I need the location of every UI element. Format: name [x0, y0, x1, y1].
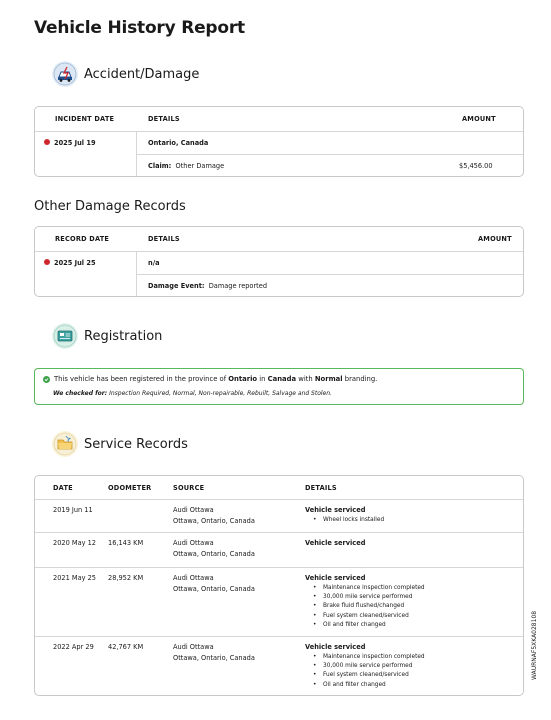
list-item: • Maintenance inspection completed	[305, 653, 425, 662]
service-source: Audi Ottawa Ottawa, Ontario, Canada	[173, 506, 255, 525]
table-row	[35, 251, 523, 275]
vin-side-code: WAURNAF5XKA028108	[531, 610, 538, 680]
accident-section-header	[52, 61, 199, 87]
other-damage-table-header	[35, 227, 523, 251]
service-date: 2021 May 25	[53, 574, 96, 582]
registration-section-title: Registration	[84, 328, 163, 344]
table-row	[35, 636, 523, 696]
car-damage-icon	[52, 61, 78, 87]
service-section-header	[52, 431, 188, 457]
registration-box	[34, 368, 524, 405]
service-table-header	[35, 476, 523, 499]
registration-icon	[52, 323, 78, 349]
service-source: Audi Ottawa Ottawa, Ontario, Canada	[173, 643, 255, 662]
other-damage-table	[34, 226, 524, 297]
damage-event-detail: Damage Event: Damage reported	[148, 282, 268, 290]
column-header-amount: AMOUNT	[462, 115, 496, 123]
service-details: Vehicle serviced • Wheel locks installed	[305, 505, 384, 525]
service-section-title: Service Records	[84, 436, 188, 452]
service-source: Audi Ottawa Ottawa, Ontario, Canada	[173, 539, 255, 558]
service-source: Audi Ottawa Ottawa, Ontario, Canada	[173, 574, 255, 593]
column-header-details: DETAILS	[148, 115, 180, 123]
accident-table-header	[35, 107, 523, 131]
column-header-date: DATE	[53, 484, 73, 492]
other-damage-section-title: Other Damage Records	[34, 199, 186, 214]
list-item: • 30,000 mile service performed	[305, 593, 425, 602]
column-header-record-date: RECORD DATE	[55, 235, 110, 243]
accident-table	[34, 106, 524, 177]
claim-amount: $5,456.00	[459, 162, 493, 170]
registration-statement: This vehicle has been registered in the province of Ontario in Canada with Normal branding.	[43, 375, 377, 383]
list-item: • Oil and filter changed	[305, 621, 425, 630]
table-row	[136, 154, 523, 177]
table-row	[35, 131, 523, 155]
incident-location: Ontario, Canada	[148, 139, 209, 147]
service-date: 2020 May 12	[53, 539, 96, 547]
registration-checked-for: We checked for: Inspection Required, Normal, Non-repairable, Rebuilt, Salvage and Stolen.	[53, 390, 332, 397]
service-date: 2022 Apr 29	[53, 643, 94, 651]
column-header-amount: AMOUNT	[478, 235, 512, 243]
registration-section-header	[52, 323, 162, 349]
claim-detail: Claim: Other Damage	[148, 162, 225, 170]
accident-section-title: Accident/Damage	[84, 66, 200, 82]
service-odometer: 28,952 KM	[108, 574, 144, 582]
service-details: Vehicle serviced • Maintenance inspection completed • 30,000 mile service performed • Fuel system cleaned/serviced • Oil and filter changed	[305, 642, 425, 690]
table-row	[35, 567, 523, 636]
check-icon	[43, 376, 50, 383]
column-header-incident-date: INCIDENT DATE	[55, 115, 115, 123]
list-item: • Brake fluid flushed/changed	[305, 602, 425, 611]
column-header-details: DETAILS	[148, 235, 180, 243]
service-records-table	[34, 475, 524, 696]
service-details: Vehicle serviced	[305, 539, 366, 547]
list-item: • Maintenance inspection completed	[305, 584, 425, 593]
record-date: 2025 Jul 25	[44, 258, 96, 269]
service-odometer: 16,143 KM	[108, 539, 144, 547]
service-odometer: 42,767 KM	[108, 643, 144, 651]
table-row	[136, 274, 523, 297]
alert-icon	[44, 259, 50, 265]
alert-icon	[44, 139, 50, 145]
column-header-source: SOURCE	[173, 484, 205, 492]
table-row	[35, 499, 523, 532]
list-item: • Fuel system cleaned/serviced	[305, 612, 425, 621]
incident-date: 2025 Jul 19	[44, 138, 96, 149]
service-details: Vehicle serviced • Maintenance inspection completed • 30,000 mile service performed • Brake fluid flushed/changed • Fuel system cleaned/serviced • Oil and filter changed	[305, 573, 425, 630]
service-icon	[52, 431, 78, 457]
list-item: • Wheel locks installed	[305, 516, 384, 525]
list-item: • Fuel system cleaned/serviced	[305, 671, 425, 680]
column-header-odometer: ODOMETER	[108, 484, 152, 492]
page-title: Vehicle History Report	[34, 18, 245, 38]
record-details: n/a	[148, 259, 160, 267]
table-row	[35, 532, 523, 567]
service-date: 2019 Jun 11	[53, 506, 93, 514]
list-item: • Oil and filter changed	[305, 681, 425, 690]
list-item: • 30,000 mile service performed	[305, 662, 425, 671]
column-header-details: DETAILS	[305, 484, 337, 492]
